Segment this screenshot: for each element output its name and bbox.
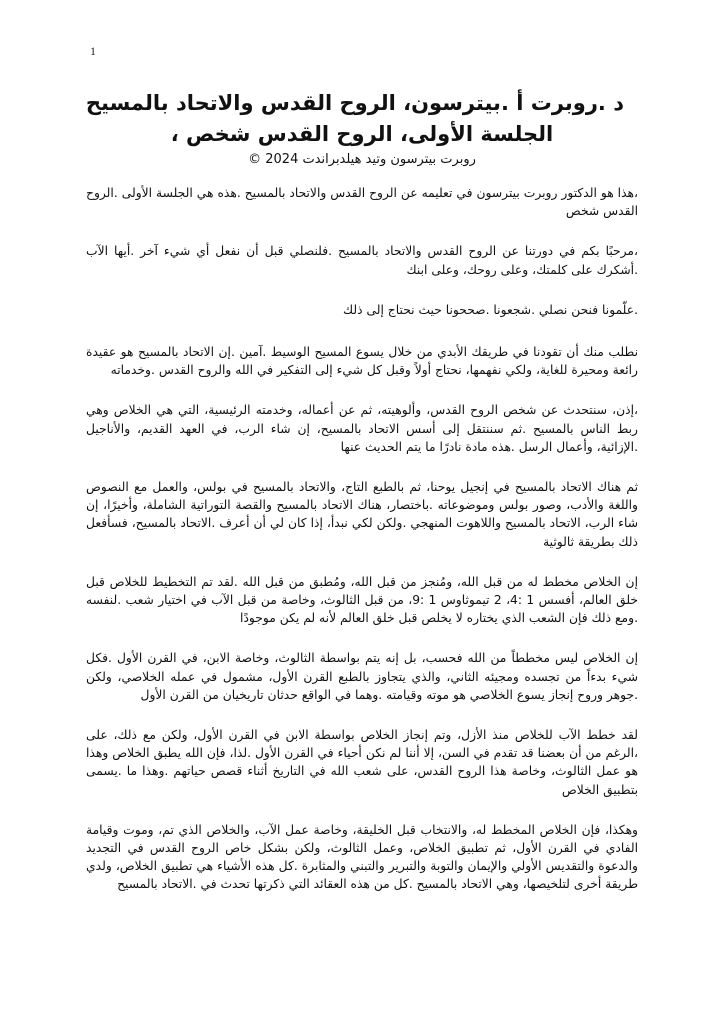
paragraph-6: ثم هناك الاتحاد بالمسيح في إنجيل يوحنا، ثم بالطبع التاج، والاتحاد بالمسيح في بولس، والعمل مع النصوص واللغة والأدب، وصور بولس وموضوعاته .باختصار، هناك الاتحاد بالمسيح والقصة التوراتية الشاملة، وأخيرًا، إن شاء الرب، الاتحاد بالمسيح واللاهوت المنهجي .ولكن لكي نبدأ، إذا كان لي أن أعرف .الاتحاد بالمسيح، فسأفعل ذلك بطريقة ثالوثية [86,480,638,549]
paragraph-3: .علّمونا فنحن نصلي .شجعونا .صححونا حيث نحتاج إلى ذلك [342,302,638,317]
paragraph-9: لقد خطط الآب للخلاص منذ الأزل، وتم إنجاز الخلاص بواسطة الابن في القرن الأول، ولكن مع ذلك، على ،الرغم من أن بعضنا قد تقدم في السن، إلا أننا لم نكن أحياء في القرن الأول .لذا، فإن الله يطبق الخلاص وهذا هو عمل الثالوث، وخاصة هذا الروح القدس، على شعب الله في التاريخ أثناء قصص حياتهم .وهذا ما .يسمى بتطبيق الخلاص [86,728,638,797]
paragraph-4: نطلب منك أن تقودنا في طريقك الأبدي من خلال يسوع المسيح الوسيط .آمين .إن الاتحاد بالمسيح هو عقيدة رائعة ومحيرة للغاية، ولكي نفهمها، نحتاج أولاً وقبل كل شيء إلى التفكير في الله والروح القدس .وخدماته [86,345,638,378]
paragraph-8: إن الخلاص ليس مخططاً من الله فحسب، بل إنه يتم بواسطة الثالوث، وخاصة الابن، في القرن الأول .فكل شيء بدءاً من تجسده ومجيئه الثاني، والذي يتجاوز بالطبع القرن الأول، مشمول في عمله الخلاصي، ولكن .جوهر وروح إنجاز يسوع الخلاصي هو موته وقيامته .وهما في الواقع حدثان تاريخيان من القرن الأول [86,651,638,702]
paragraph-1: ،هذا هو الدكتور روبرت بيترسون في تعليمه عن الروح القدس والاتحاد بالمسيح .هذه هي الجلسة الأولى .الروح القدس شخص [86,186,638,219]
document-title-line-1: د .روبرت أ .بيترسون، الروح القدس والاتحاد بالمسيح [85,91,624,115]
copyright-line: روبرت بيترسون وتيد هيلدبراندت 2024 © [248,152,476,167]
body-text [86,184,638,916]
title-block [85,88,624,168]
paragraph-10: وهكذا، فإن الخلاص المخطط له، والانتخاب قبل الخليقة، وخاصة عمل الآب، والخلاص الذي تم، وموت وقيامة الفادي في القرن الأول، ثم تطبيق الخلاص، وعمل الثالوث، ولكن بشكل خاص الروح القدس في التجديد والدعوة والتقديس الأولي والإيمان والتوبة والتبرير والتبني والمثابرة .كل هذه الأشياء هي تطبيق الخلاص، ولدي طريقة أخرى لتلخيصها، وهي الاتحاد بالمسيح .كل من هذه العقائد التي ذكرتها تحدث في .الاتحاد بالمسيح [86,822,638,892]
document-title-line-2: الجلسة الأولى، الروح القدس شخص ، [170,122,554,146]
paragraph-2: ،مرحبًا بكم في دورتنا عن الروح القدس والاتحاد بالمسيح .فلنصلي قبل أن نفعل أي شيء آخر .أيها الآب .أشكرك على كلمتك، وعلى روحك، وعلى ابنك [86,244,638,277]
paragraph-5: ،إذن، سنتحدث عن شخص الروح القدس، وألوهيته، ثم عن أعماله، وخدمته الرئيسية، التي هي الخلاص وهي ربط الناس بالمسيح .ثم سننتقل إلى أسس الاتحاد بالمسيح، إن شاء الرب، في العهد القديم، والأناجيل .الإزائية، وأعمال الرسل .هذه مادة نادرًا ما يتم الحديث عنها [86,403,638,454]
page-number: 1 [90,44,96,58]
paragraph-7: إن الخلاص مخطط له من قبل الله، ومُنجز من قبل الله، ومُطبق من قبل الله .لقد تم التخطيط للخلاص قبل خلق العالم، أفسس 1 :4، 2 تيموثاوس 1 :9، من قبل الثالوث، وخاصة من قبل الآب في اختيار شعب .لنفسه .ومع ذلك فإن الشعب الذي يختاره لا يخلص قبل خلق العالم لأنه لم يكن موجودًا [86,574,638,626]
